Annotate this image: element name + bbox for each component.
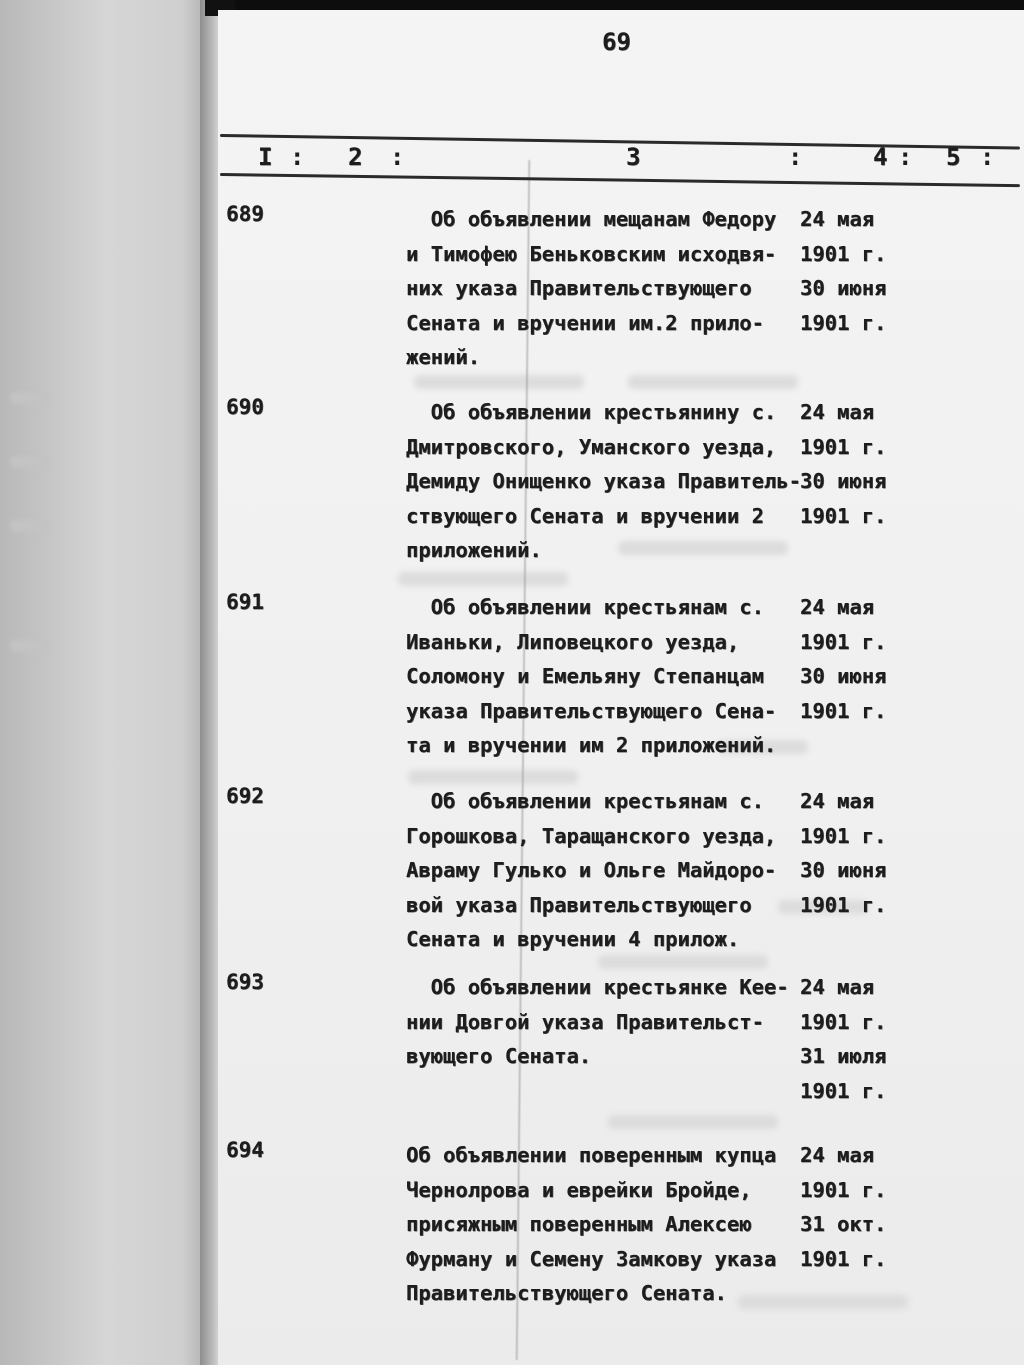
bleed-through xyxy=(398,572,568,586)
header-rule-bottom xyxy=(220,173,1020,187)
entry-dates: 24 мая 1901 г. 31 окт. 1901 г. xyxy=(800,1143,887,1271)
entry-dates: 24 мая 1901 г. 30 июня 1901 г. xyxy=(800,789,887,917)
page-number: 69 xyxy=(602,28,631,56)
column-header-5: 5 xyxy=(946,143,961,171)
left-page-smudge xyxy=(10,640,50,652)
left-page-smudge xyxy=(10,520,50,532)
entry-description: Об объявлении крестьянке Кее- нии Довгой указа Правительст- вующего Сената. xyxy=(406,975,789,1068)
entry-number: 694 xyxy=(226,1138,264,1162)
entry-description: Об объявлении крестьянину с. Дмитровского, Уманского уезда, Демиду Онищенко указа Правитель- ствующего Сената и вручении 2 приложений. xyxy=(406,400,801,562)
bleed-through xyxy=(408,770,578,784)
entry-number: 693 xyxy=(226,970,264,994)
entry-dates: 24 мая 1901 г. 30 июня 1901 г. xyxy=(800,400,887,528)
column-header-1: I xyxy=(258,143,273,171)
document-page xyxy=(218,10,1024,1365)
column-header-2: 2 xyxy=(348,143,363,171)
column-separator: : xyxy=(290,143,305,171)
bleed-through xyxy=(414,375,584,389)
bleed-through xyxy=(628,375,798,389)
left-page-out-of-focus xyxy=(0,0,214,1365)
column-separator: : xyxy=(980,143,995,171)
entry-dates: 24 мая 1901 г. 30 июня 1901 г. xyxy=(800,595,887,723)
entry-description: Об объявлении крестьянам с. Иваньки, Липовецкого уезда, Соломону и Емельяну Степанцам указа Правительствующего Сена- та и вручении им 2 приложений. xyxy=(406,595,777,757)
column-header-4: 4 xyxy=(873,143,888,171)
entry-dates: 24 мая 1901 г. 30 июня 1901 г. xyxy=(800,207,887,335)
entry-description: Об объявлении поверенным купца Чернолрова и еврейки Бройде, присяжным поверенным Алексею Фурману и Семену Замкову указа Правительствующего Сената. xyxy=(406,1143,777,1305)
entry-number: 690 xyxy=(226,395,264,419)
entry-dates: 24 мая 1901 г. 31 июля 1901 г. xyxy=(800,975,887,1103)
entry-description: Об объявлении крестьянам с. Горошкова, Таращанского уезда, Авраму Гулько и Ольге Майдоро- вой указа Правительствующего Сената и вручении 4 прилож. xyxy=(406,789,777,951)
entry-description: Об объявлении мещанам Федору и Тимофею Беньковским исходвя- них указа Правительствующего Сената и вручении им.2 прило- жений. xyxy=(406,207,777,369)
column-separator: : xyxy=(788,143,803,171)
bleed-through xyxy=(608,1115,778,1129)
left-page-smudge xyxy=(10,456,50,468)
bleed-through xyxy=(598,955,768,969)
column-separator: : xyxy=(390,143,405,171)
column-header-3: 3 xyxy=(626,143,641,171)
entry-number: 689 xyxy=(226,202,264,226)
entry-number: 691 xyxy=(226,590,264,614)
column-separator: : xyxy=(898,143,913,171)
left-page-smudge xyxy=(10,392,50,404)
entry-number: 692 xyxy=(226,784,264,808)
